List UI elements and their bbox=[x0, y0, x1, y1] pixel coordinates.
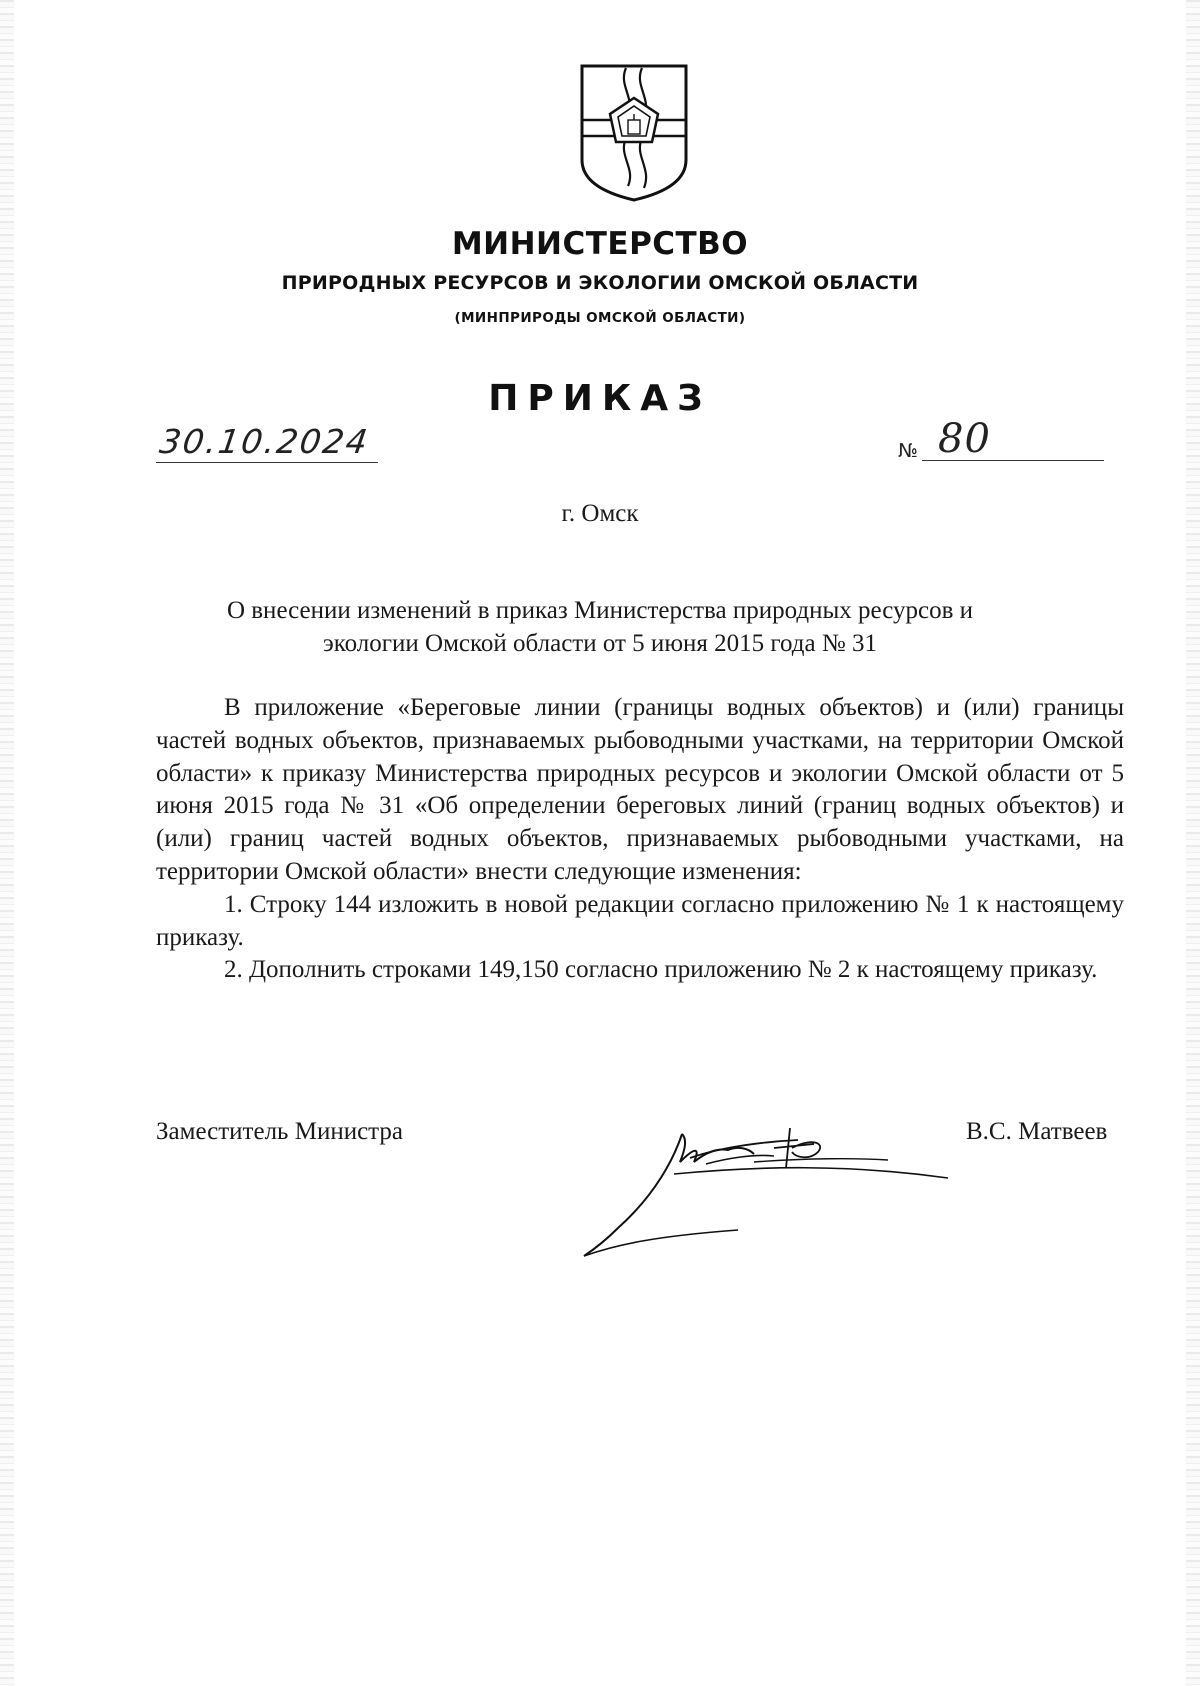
order-subject bbox=[200, 594, 1000, 660]
handwritten-number: 80 bbox=[938, 416, 991, 462]
signatory-position: Заместитель Министра bbox=[156, 1118, 403, 1145]
document-type-title: ПРИКАЗ bbox=[488, 378, 712, 419]
body-item-1: 1. Строку 144 изложить в новой редакции согласно приложению № 1 к настоящему приказу. bbox=[156, 890, 1124, 951]
subject-line-2: экологии Омской области от 5 июня 2015 года № 31 bbox=[323, 630, 877, 657]
body-intro-paragraph: В приложение «Береговые линии (границы водных объектов) и (или) границы частей водных объектов, признаваемых рыбоводными участками, на территории Омской области» к приказу Министерства природных ресурсов и экологии Омской области от 5 июня 2015 года № 31 «Об определении береговых линий (границ водных объектов) и (или) границ частей водных объектов, признаваемых рыбоводными участками, на территории Омской области» внести следующие изменения: bbox=[156, 694, 1124, 885]
ministry-heading: МИНИСТЕРСТВО bbox=[451, 226, 749, 262]
order-body bbox=[156, 692, 1124, 987]
coat-of-arms-icon bbox=[578, 62, 690, 204]
body-item-2: 2. Дополнить строками 149,150 согласно приложению № 2 к настоящему приказу. bbox=[224, 956, 1098, 984]
city: г. Омск bbox=[561, 500, 639, 527]
subject-line-1: О внесении изменений в приказ Министерства природных ресурсов и bbox=[226, 597, 974, 624]
handwritten-signature-icon bbox=[578, 1118, 958, 1258]
date-underline bbox=[156, 462, 378, 463]
number-underline bbox=[922, 460, 1104, 461]
number-sign: № bbox=[898, 440, 918, 462]
signatory-name: В.С. Матвеев bbox=[966, 1118, 1108, 1145]
ministry-full-name: ПРИРОДНЫХ РЕСУРСОВ И ЭКОЛОГИИ ОМСКОЙ ОБЛАСТИ bbox=[281, 272, 919, 294]
handwritten-date: 30.10.2024 bbox=[157, 422, 372, 461]
date-field bbox=[157, 422, 372, 461]
ministry-short-name: (МИНПРИРОДЫ ОМСКОЙ ОБЛАСТИ) bbox=[454, 310, 746, 326]
number-field bbox=[898, 416, 1108, 470]
